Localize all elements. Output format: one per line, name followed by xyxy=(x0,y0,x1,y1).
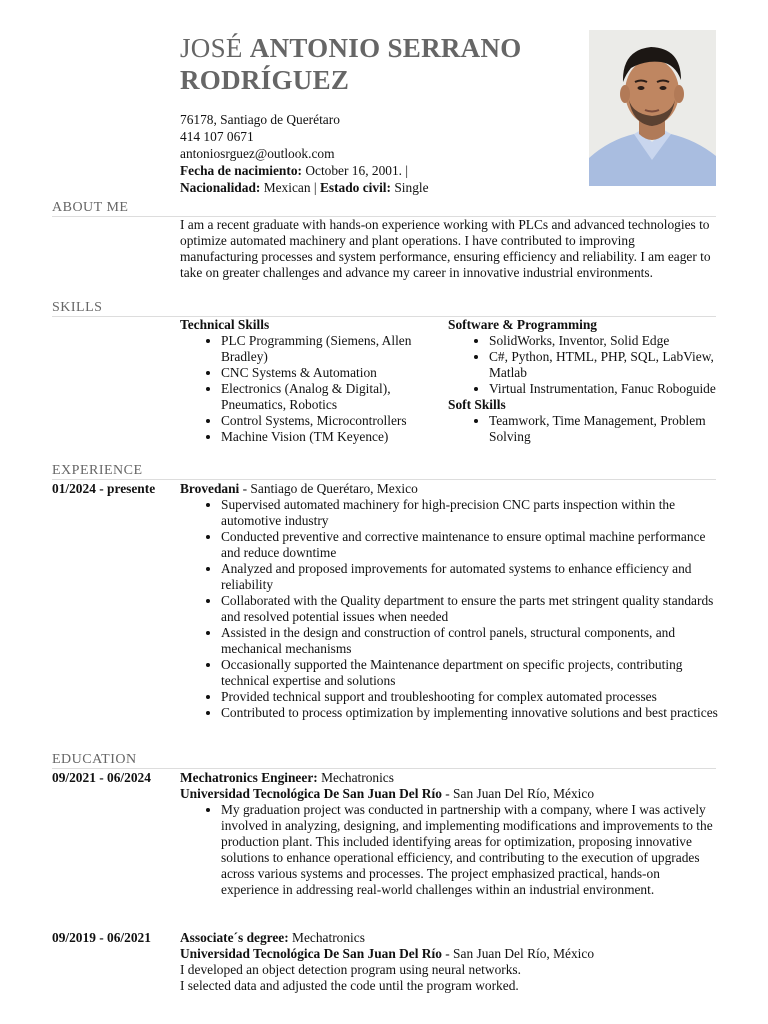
list-item: • Conducted preventive and corrective maintenance to ensure optimal machine performance and reduce downtime xyxy=(221,529,720,561)
software-skills-list xyxy=(448,333,716,397)
phone-text: 414 107 0671 xyxy=(180,129,254,144)
nationality-value: Mexican | xyxy=(260,180,320,195)
company-location: - Santiago de Querétaro, Mexico xyxy=(239,481,418,496)
section-title-experience: EXPERIENCE xyxy=(52,463,143,478)
soft-skills-heading: Soft Skills xyxy=(448,397,506,412)
section-title-education: EDUCATION xyxy=(52,752,137,767)
list-item: • Assisted in the design and construction of control panels, structural components, and mechanical mechanisms xyxy=(221,625,720,657)
list-item: • Occasionally supported the Maintenance department on specific projects, contributing technical expertise and solutions xyxy=(221,657,720,689)
contact-info xyxy=(180,111,429,196)
education-list xyxy=(180,802,720,898)
education-entry xyxy=(180,770,720,898)
dob-value: October 16, 2001. | xyxy=(301,163,409,178)
company-name: Brovedani xyxy=(180,481,240,496)
list-item: • Analyzed and proposed improvements for automated systems to enhance efficiency and reliability xyxy=(221,561,720,593)
soft-skills-list xyxy=(448,413,716,445)
list-item: • Collaborated with the Quality department to ensure the parts met stringent quality standards and resolved potential issues when needed xyxy=(221,593,720,625)
school-location: - San Juan Del Río, México xyxy=(441,786,595,801)
nationality-label: Nacionalidad: xyxy=(180,180,261,195)
degree-label: Associate´s degree: xyxy=(180,930,289,945)
degree-value: Mechatronics xyxy=(317,770,394,785)
software-skills xyxy=(448,317,716,445)
education-date: 09/2019 - 06/2021 xyxy=(52,930,151,945)
technical-skills xyxy=(180,317,450,445)
email-link[interactable]: antoniosrguez@outlook.com xyxy=(180,146,335,161)
list-item: • SolidWorks, Inventor, Solid Edge xyxy=(489,333,716,349)
nationality-line xyxy=(180,179,429,196)
list-item: • CNC Systems & Automation xyxy=(221,365,450,381)
list-item: • Electronics (Analog & Digital), Pneumatics, Robotics xyxy=(221,381,450,413)
technical-skills-list xyxy=(180,333,450,445)
school-name: Universidad Tecnológica De San Juan Del Río xyxy=(180,786,442,801)
school-line xyxy=(180,946,720,962)
education-detail: I developed an object detection program using neural networks. xyxy=(180,962,521,977)
list-item: • Contributed to process optimization by implementing innovative solutions and best practices xyxy=(221,705,720,721)
civil-label: Estado civil: xyxy=(319,180,391,195)
degree-label: Mechatronics Engineer: xyxy=(180,770,318,785)
technical-skills-heading: Technical Skills xyxy=(180,317,270,332)
portrait-illustration xyxy=(589,30,716,186)
list-item: • Teamwork, Time Management, Problem Solving xyxy=(489,413,716,445)
name-middle: ANTONIO SERRANO xyxy=(249,33,522,63)
degree-line xyxy=(180,770,720,786)
section-title-skills: SKILLS xyxy=(52,300,103,315)
school-location: - San Juan Del Río, México xyxy=(441,946,595,961)
experience-employer xyxy=(180,481,720,497)
dob-line xyxy=(180,162,429,179)
list-item: • Provided technical support and troubleshooting for complex automated processes xyxy=(221,689,720,705)
experience-entry xyxy=(180,481,720,721)
list-item: • Control Systems, Microcontrollers xyxy=(221,413,450,429)
school-name: Universidad Tecnológica De San Juan Del Río xyxy=(180,946,442,961)
school-line xyxy=(180,786,720,802)
name-last: RODRÍGUEZ xyxy=(180,65,350,95)
list-item: • My graduation project was conducted in partnership with a company, where I was actively involved in analyzing, designing, and implementing modifications and improvements to the production plant. This included identifying areas for optimization, proposing innovative solutions to enhance operational efficiency, and contributing to the execution of upgrades across various systems and processes. The project emphasized practical, hands-on experience in addressing real-world challenges within an industrial environment. xyxy=(221,802,720,898)
dob-label: Fecha de nacimiento: xyxy=(180,163,302,178)
section-title-about: ABOUT ME xyxy=(52,200,129,215)
candidate-name xyxy=(180,32,580,96)
profile-photo xyxy=(589,30,716,186)
list-item: • PLC Programming (Siemens, Allen Bradley) xyxy=(221,333,450,365)
civil-value: Single xyxy=(390,180,429,195)
experience-list xyxy=(180,497,720,721)
about-text: I am a recent graduate with hands-on experience working with PLCs and advanced technologies to optimize automated machinery and plant operations. I have contributed to improving manufacturing processes and system performance, ensuring efficiency and reliability. I am eager to take on greater challenges and advance my career in innovative industrial environments. xyxy=(180,217,711,280)
list-item: • Virtual Instrumentation, Fanuc Roboguide xyxy=(489,381,716,397)
education-entry xyxy=(180,930,720,994)
experience-date: 01/2024 - presente xyxy=(52,481,156,496)
list-item: • Supervised automated machinery for high-precision CNC parts inspection within the automotive industry xyxy=(221,497,720,529)
degree-line xyxy=(180,930,720,946)
section-divider xyxy=(52,479,716,480)
address-text: 76178, Santiago de Querétaro xyxy=(180,112,340,127)
education-date: 09/2021 - 06/2024 xyxy=(52,770,151,785)
list-item: • Machine Vision (TM Keyence) xyxy=(221,429,450,445)
software-skills-heading: Software & Programming xyxy=(448,317,598,332)
section-divider xyxy=(52,768,716,769)
degree-value: Mechatronics xyxy=(288,930,365,945)
education-detail: I selected data and adjusted the code until the program worked. xyxy=(180,978,519,993)
list-item: • C#, Python, HTML, PHP, SQL, LabView, Matlab xyxy=(489,349,716,381)
name-first: JOSÉ xyxy=(180,33,250,63)
